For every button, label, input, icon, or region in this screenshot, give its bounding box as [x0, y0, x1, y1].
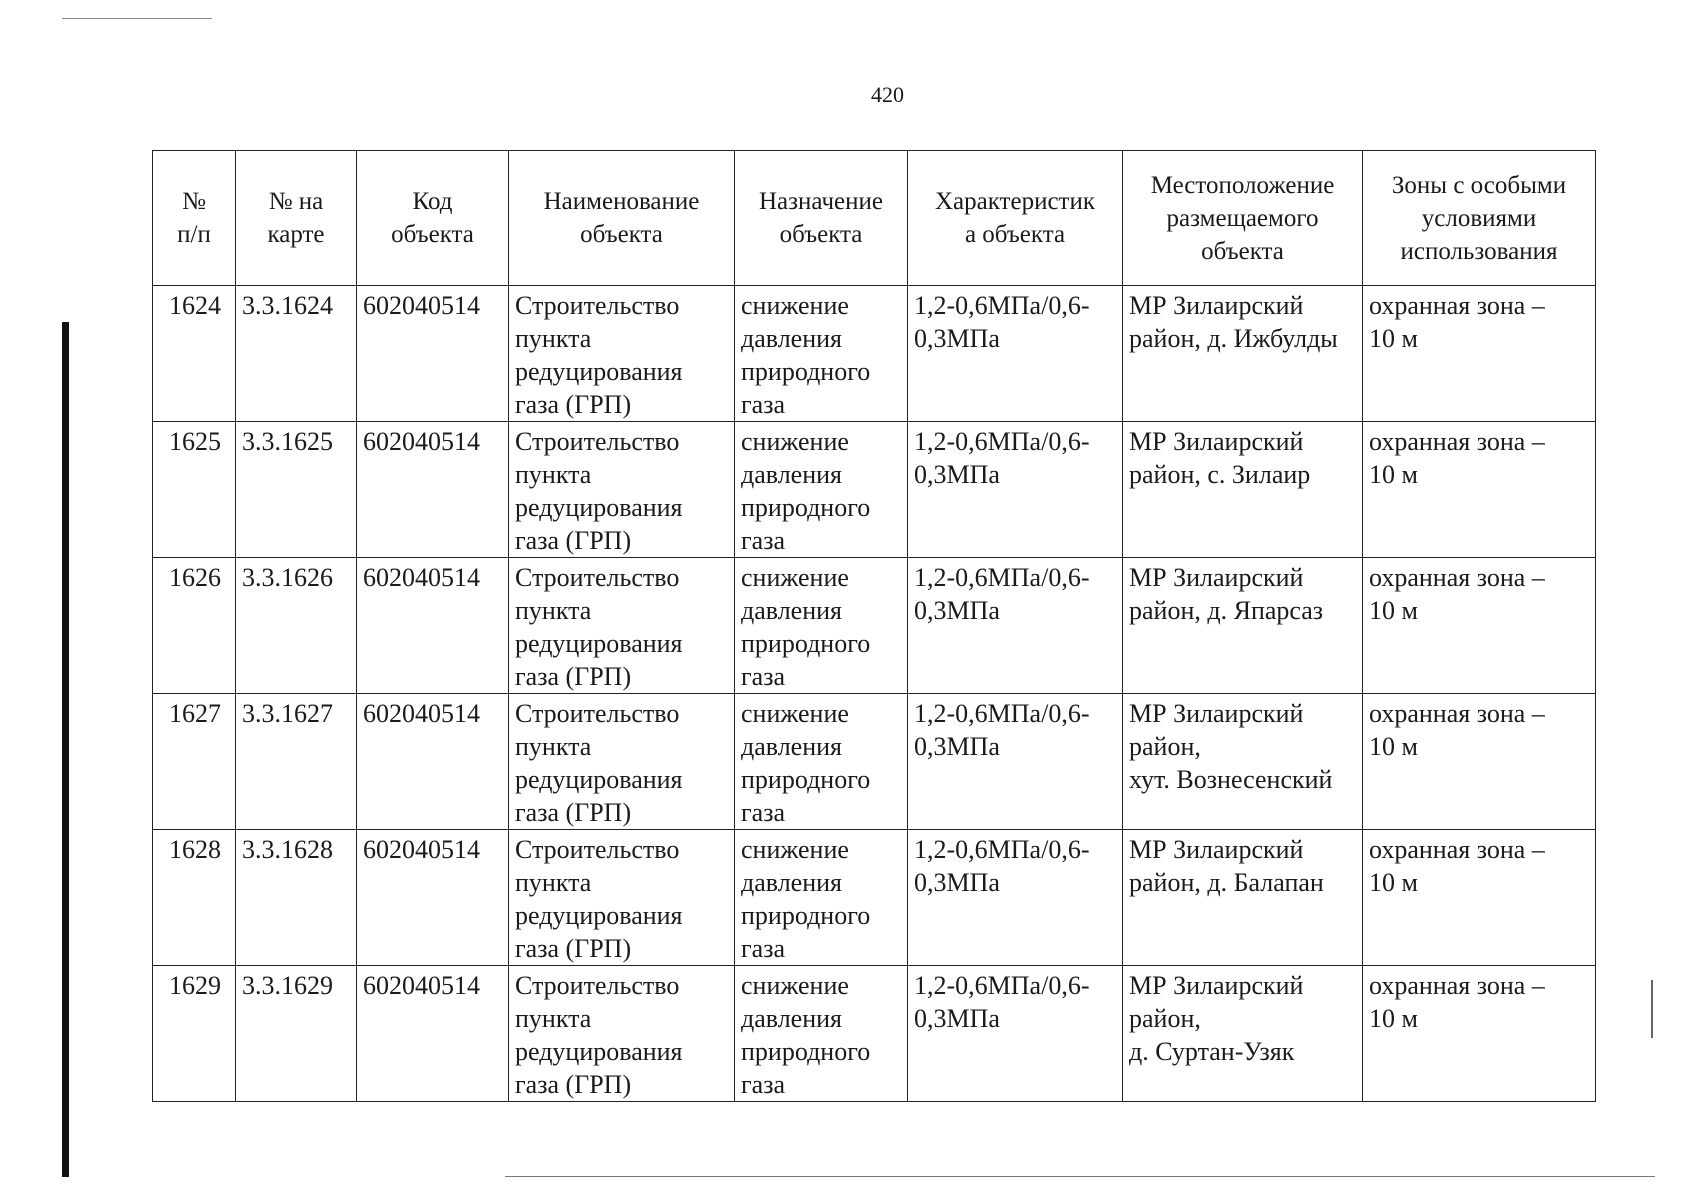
cell-object-name: Строительство пункта редуцирования газа (ГРП): [509, 422, 735, 558]
cell-object-code: 602040514: [357, 422, 509, 558]
table-row: [153, 422, 1596, 558]
table-row: [153, 830, 1596, 966]
cell-object-location: МР Зилаирский район, д. Ижбулды: [1123, 286, 1363, 422]
cell-object-characteristic: 1,2-0,6МПа/0,6- 0,3МПа: [908, 830, 1123, 966]
header-row: [153, 151, 1596, 286]
cell-object-name: Строительство пункта редуцирования газа (ГРП): [509, 558, 735, 694]
column-header-number: № п/п: [153, 151, 236, 286]
cell-object-purpose: снижение давления природного газа: [735, 966, 908, 1102]
table-row: [153, 286, 1596, 422]
cell-number: 1628: [153, 830, 236, 966]
cell-object-characteristic: 1,2-0,6МПа/0,6- 0,3МПа: [908, 558, 1123, 694]
cell-object-characteristic: 1,2-0,6МПа/0,6- 0,3МПа: [908, 966, 1123, 1102]
cell-object-code: 602040514: [357, 558, 509, 694]
cell-object-location: МР Зилаирский район, хут. Вознесенский: [1123, 694, 1363, 830]
cell-map-number: 3.3.1626: [236, 558, 357, 694]
cell-special-zones: охранная зона – 10 м: [1363, 830, 1596, 966]
objects-table: [152, 150, 1596, 1102]
cell-object-characteristic: 1,2-0,6МПа/0,6- 0,3МПа: [908, 286, 1123, 422]
cell-object-characteristic: 1,2-0,6МПа/0,6- 0,3МПа: [908, 422, 1123, 558]
cell-special-zones: охранная зона – 10 м: [1363, 422, 1596, 558]
cell-special-zones: охранная зона – 10 м: [1363, 286, 1596, 422]
cell-number: 1624: [153, 286, 236, 422]
table-header: [153, 151, 1596, 286]
cell-object-code: 602040514: [357, 286, 509, 422]
column-header-object-characteristic: Характеристик а объекта: [908, 151, 1123, 286]
cell-object-name: Строительство пункта редуцирования газа (ГРП): [509, 286, 735, 422]
cell-number: 1625: [153, 422, 236, 558]
cell-object-name: Строительство пункта редуцирования газа (ГРП): [509, 830, 735, 966]
cell-map-number: 3.3.1624: [236, 286, 357, 422]
cell-object-name: Строительство пункта редуцирования газа (ГРП): [509, 966, 735, 1102]
cell-map-number: 3.3.1627: [236, 694, 357, 830]
cell-number: 1626: [153, 558, 236, 694]
cell-object-characteristic: 1,2-0,6МПа/0,6- 0,3МПа: [908, 694, 1123, 830]
cell-special-zones: охранная зона – 10 м: [1363, 694, 1596, 830]
scan-artifact-bottom-line: [505, 1176, 1655, 1177]
cell-object-location: МР Зилаирский район, д. Балапан: [1123, 830, 1363, 966]
cell-object-purpose: снижение давления природного газа: [735, 422, 908, 558]
column-header-map-number: № на карте: [236, 151, 357, 286]
table-body: [153, 286, 1596, 1102]
cell-object-purpose: снижение давления природного газа: [735, 694, 908, 830]
scan-artifact-left-bar: [62, 322, 69, 1177]
page-number: 420: [871, 82, 904, 107]
scan-artifact-top-line: [62, 18, 212, 19]
cell-special-zones: охранная зона – 10 м: [1363, 966, 1596, 1102]
cell-map-number: 3.3.1628: [236, 830, 357, 966]
cell-object-location: МР Зилаирский район, д. Суртан-Узяк: [1123, 966, 1363, 1102]
cell-map-number: 3.3.1629: [236, 966, 357, 1102]
column-header-object-purpose: Назначение объекта: [735, 151, 908, 286]
table-row: [153, 694, 1596, 830]
cell-map-number: 3.3.1625: [236, 422, 357, 558]
cell-special-zones: охранная зона – 10 м: [1363, 558, 1596, 694]
table-row: [153, 558, 1596, 694]
column-header-special-zones: Зоны с особыми условиями использования: [1363, 151, 1596, 286]
cell-number: 1627: [153, 694, 236, 830]
cell-object-code: 602040514: [357, 966, 509, 1102]
column-header-object-code: Код объекта: [357, 151, 509, 286]
cell-object-location: МР Зилаирский район, д. Япарсаз: [1123, 558, 1363, 694]
cell-object-code: 602040514: [357, 830, 509, 966]
cell-object-purpose: снижение давления природного газа: [735, 830, 908, 966]
column-header-object-name: Наименование объекта: [509, 151, 735, 286]
table-row: [153, 966, 1596, 1102]
cell-object-purpose: снижение давления природного газа: [735, 286, 908, 422]
scan-artifact-right-mark: [1651, 980, 1653, 1038]
cell-object-purpose: снижение давления природного газа: [735, 558, 908, 694]
cell-object-name: Строительство пункта редуцирования газа (ГРП): [509, 694, 735, 830]
cell-object-location: МР Зилаирский район, с. Зилаир: [1123, 422, 1363, 558]
cell-object-code: 602040514: [357, 694, 509, 830]
cell-number: 1629: [153, 966, 236, 1102]
column-header-object-location: Местоположение размещаемого объекта: [1123, 151, 1363, 286]
